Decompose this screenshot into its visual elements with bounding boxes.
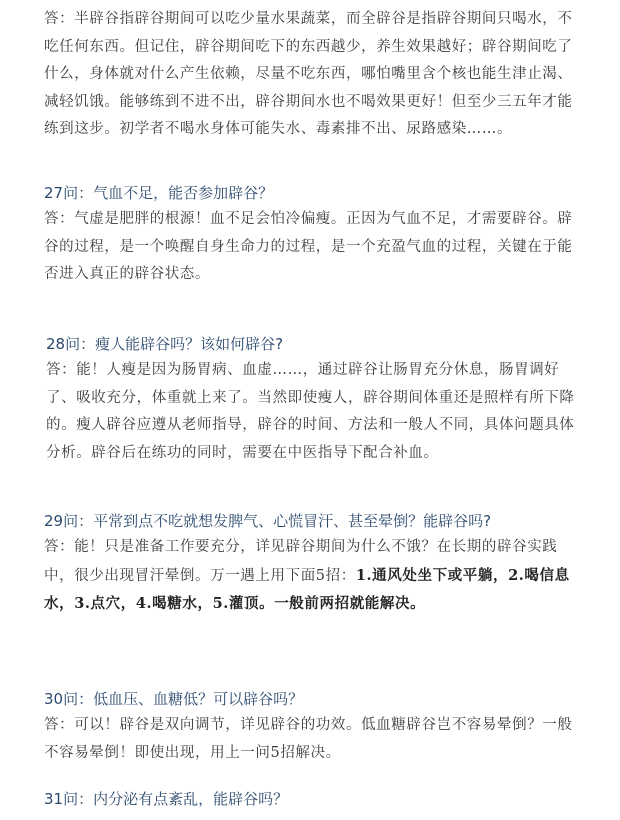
question-29-heading: 29问：平常到点不吃就想发脾气、心慌冒汗、甚至晕倒？能辟谷吗? [44,512,492,530]
answer-29-bold-steps: 1.通风处坐下或平躺，2.喝信息水，3.点穴，4.喝糖水，5.灌顶。一般前两招就能解决。 [44,566,570,612]
answer-30-text: 答：可以！辟谷是双向调节，详见辟谷的功效。低血糖辟谷岂不容易晕倒？一般不容易晕倒！即使出现，用上一问5招解决。 [44,717,573,761]
answer-26-text: 答：半辟谷指辟谷期间可以吃少量水果蔬菜，而全辟谷是指辟谷期间只喝水，不吃任何东西。但记住，辟谷期间吃下的东西越少，养生效果越好；辟谷期间吃了什么，身体就对什么产生依赖，尽量不吃东西，哪怕嘴里含个核也能生津止渴、减轻饥饿。能够练到不进不出，辟谷期间水也不喝效果更好！但至少三五年才能练到这步。初学者不喝水身体可能失水、毒素排不出、尿路感染……。 [44,11,573,137]
answer-block-26 [44,6,584,144]
qa-block-31 [44,786,584,812]
answer-28-text: 答：能！人瘦是因为肠胃病、血虚……，通过辟谷让肠胃充分休息，肠胃调好了、吸收充分，体重就上来了。当然即使瘦人，辟谷期间体重还是照样有所下降的。瘦人辟谷应遵从老师指导，辟谷的时间、方法和一般人不同，具体问题具体分析。辟谷后在练功的同时，需要在中医指导下配合补血。 [46,362,575,461]
answer-27-text: 答：气虚是肥胖的根源！血不足会怕冷偏瘦。正因为气血不足，才需要辟谷。辟谷的过程，是一个唤醒自身生命力的过程，是一个充盈气血的过程，关键在于能否进入真正的辟谷状态。 [44,211,573,282]
question-30-heading: 30问：低血压、血糖低？可以辟谷吗？ [44,690,304,708]
answer-29-plain: 答：能！只是准备工作要充分，详见辟谷期间为什么不饿？在长期的辟谷实践中，很少出现冒汗晕倒。万一遇上用下面5招： [44,539,558,584]
answer-29-text [44,534,584,619]
question-27-heading: 27问：气血不足，能否参加辟谷？ [44,184,274,202]
qa-block-28 [46,331,586,467]
qa-block-29 [44,508,584,619]
qa-block-30 [44,686,584,767]
qa-block-27 [44,180,584,289]
question-31-heading: 31问：内分泌有点紊乱，能辟谷吗？ [44,790,289,808]
question-28-heading: 28问：瘦人能辟谷吗？该如何辟谷? [46,335,284,353]
